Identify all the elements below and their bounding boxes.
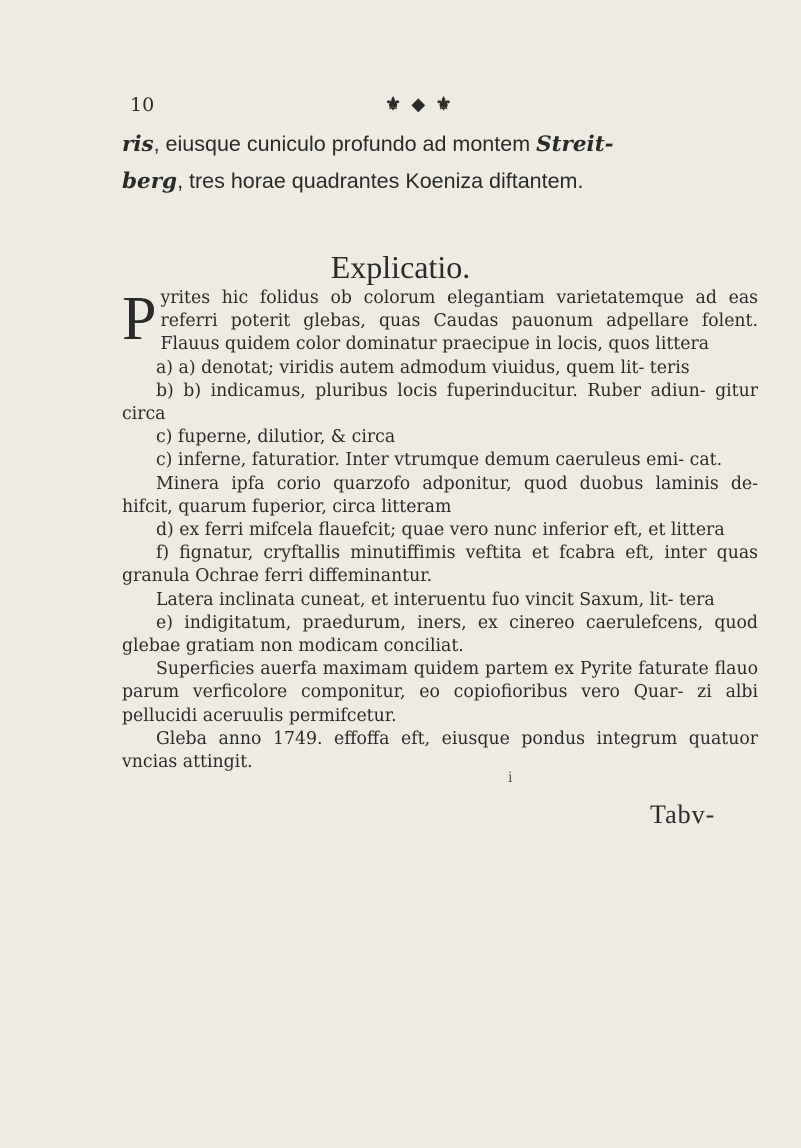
- section-title: Explicatio.: [330, 249, 471, 285]
- paragraph-2: a) a) denotat; viridis autem admodum viuidus, quem lit- teris: [156, 357, 690, 378]
- paragraph-12: Gleba anno 1749. effoffa eft, eiusque pondus integrum quatuor vncias attingit.: [122, 728, 758, 773]
- body-text: [122, 287, 758, 774]
- paragraph-3: b) b) indicamus, pluribus locis fuperinducitur. Ruber adiun- gitur circa: [122, 380, 758, 425]
- paragraph-1: [122, 287, 758, 357]
- lead-italic-4: berg: [122, 169, 178, 194]
- paragraph-6: Minera ipfa corio quarzofo adponitur, quod duobus laminis de- hifcit, quarum fuperior, circa litteram: [122, 473, 758, 517]
- catchword: Tabv-: [650, 800, 716, 829]
- signature-mark: i: [508, 770, 513, 786]
- continuation-text: [122, 126, 762, 200]
- paragraph-1-text: yrites hic folidus ob colorum elegantiam varietatemque ad eas referri poterit glebas, quas Caudas pauonum adpellare folent. Flauus quidem color dominatur praecipue in locis, quos littera: [160, 288, 758, 355]
- running-header: [130, 94, 750, 124]
- lead-text-2: , eiusque cuniculo profundo ad montem: [153, 132, 537, 156]
- paragraph-7: d) ex ferri mifcela flauefcit; quae vero nunc inferior eft, et littera: [156, 520, 725, 541]
- paragraph-9: Latera inclinata cuneat, et interuentu fuo vincit Saxum, lit- tera: [156, 589, 715, 610]
- lead-italic-3: Streit-: [536, 132, 614, 157]
- lead-italic-1: ris: [122, 132, 154, 157]
- page-number: 10: [130, 94, 155, 116]
- drop-cap: P: [122, 285, 157, 353]
- paragraph-4: c) fuperne, dilutior, & circa: [156, 427, 396, 448]
- paragraph-5: c) inferne, faturatior. Inter vtrumque demum caeruleus emi- cat.: [156, 450, 723, 471]
- paragraph-11: Superficies auerfa maximam quidem partem ex Pyrite faturate flauo parum verficolore componitur, eo copiofioribus vero Quar- zi albi pellucidi aceruulis permifcetur.: [122, 659, 758, 726]
- header-ornament: ⚜ ◆ ⚜: [385, 94, 454, 115]
- paragraph-8: f) fignatur, cryftallis minutiffimis veftita et fcabra eft, inter quas granula Ochrae ferri diffeminantur.: [122, 543, 758, 587]
- paragraph-10: e) indigitatum, praedurum, iners, ex cinereo caerulefcens, quod glebae gratiam non modicam conciliat.: [122, 612, 758, 657]
- lead-text-5: , tres horae quadrantes Koeniza diftantem.: [177, 169, 584, 193]
